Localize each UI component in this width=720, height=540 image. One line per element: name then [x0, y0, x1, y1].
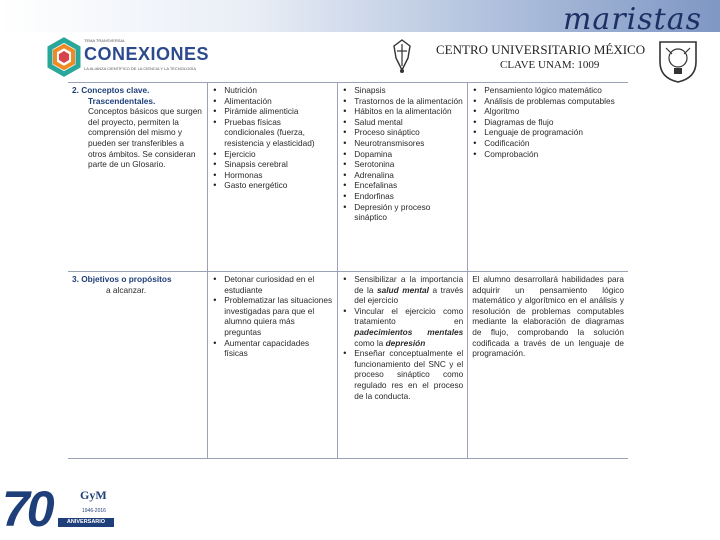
row-label-concepts: 2. Conceptos clave. Trascendentales. Conceptos básicos que surgen del proyecto, permiten la comprensión del mismo y pueden ser transferibles a otros ámbitos. Se consideran parte de un Glosario.: [68, 83, 208, 272]
crest-icon: [388, 38, 416, 74]
list-item: • Detonar curiosidad en el estudiante: [224, 274, 333, 295]
concepts-col-2: [208, 83, 338, 272]
university-name: CENTRO UNIVERSITARIO MÉXICO: [436, 42, 646, 57]
list-item: • Aumentar capacidades físicas: [224, 338, 333, 359]
concepts-col-3: [338, 83, 468, 272]
list-item: • Adrenalina: [354, 170, 463, 181]
table-row: [68, 83, 628, 272]
list-item: • Algoritmo: [484, 106, 624, 117]
concepts-col-4: [468, 83, 628, 272]
university-clave: CLAVE UNAM: 1009: [500, 59, 600, 71]
objectives-col-2: [208, 272, 338, 459]
table-row: [68, 272, 628, 459]
gym-logo: GyM: [80, 488, 107, 502]
list-item: • Gasto energético: [224, 180, 333, 191]
list-item: • Depresión y proceso sináptico: [354, 202, 463, 223]
list-item: • Endorfinas: [354, 191, 463, 202]
list-item: • Dopamina: [354, 149, 463, 160]
anniversary-years: 1946-2016: [82, 508, 106, 514]
list-item: • Comprobación: [484, 149, 624, 160]
conexiones-logo-icon: [44, 36, 84, 80]
list-item: • Alimentación: [224, 96, 333, 107]
list-item: • Trastornos de la alimentación: [354, 96, 463, 107]
list-item: • Sensibilizar a la importancia de la salud mental a través del ejercicio: [354, 274, 463, 306]
list-item: • Salud mental: [354, 117, 463, 128]
list-item: • Hábitos en la alimentación: [354, 106, 463, 117]
list-item: • Vincular el ejercicio como tratamiento en padecimientos mentales como la depresión: [354, 306, 463, 348]
list-item: • Codificación: [484, 138, 624, 149]
list-item: • Sinapsis cerebral: [224, 159, 333, 170]
list-item: • Análisis de problemas computables: [484, 96, 624, 107]
unam-shield-icon: [656, 38, 700, 84]
maristas-logo: maristas: [562, 2, 702, 37]
list-item: • Diagramas de flujo: [484, 117, 624, 128]
list-item: • Serotonina: [354, 159, 463, 170]
objectives-col-4: El alumno desarrollará habilidades para adquirir un pensamiento lógico matemático y algorítmico en el análisis y resolución de problemas computables mediante la elaboración de diagramas de flujo, comprobando la solución codificada a través de un lenguaje de programación.: [468, 272, 628, 459]
list-item: • Neurotransmisores: [354, 138, 463, 149]
conexiones-subtitle: LA ALIANZA CIENTÍFICO DE LA CIENCIA Y LA TECNOLOGÍA: [84, 66, 197, 71]
list-item: • Enseñar conceptualmente el funcionamiento del SNC y el proceso sináptico como regulado res en el proceso de la conducta.: [354, 348, 463, 401]
row-label-objectives: 3. Objetivos o propósitos a alcanzar.: [68, 272, 208, 459]
list-item: • Problematizar las situaciones investigadas para que el alumno quiera más preguntas: [224, 295, 333, 337]
list-item: • Sinapsis: [354, 85, 463, 96]
conexiones-word: CONEXIONES: [84, 44, 210, 64]
list-item: • Pruebas físicas condicionales (fuerza, resistencia y elasticidad): [224, 117, 333, 149]
conexiones-tagline: TEMA TRANSVERSAL: [84, 38, 126, 43]
list-item: • Proceso sináptico: [354, 127, 463, 138]
objectives-col-3: [338, 272, 468, 459]
concept-table: [68, 82, 628, 474]
list-item: • Pensamiento lógico matemático: [484, 85, 624, 96]
list-item: • Lenguaje de programación: [484, 127, 624, 138]
list-item: • Ejercicio: [224, 149, 333, 160]
anniversary-label: ANIVERSARIO: [58, 518, 114, 527]
list-item: • Nutrición: [224, 85, 333, 96]
list-item: • Pirámide alimenticia: [224, 106, 333, 117]
list-item: • Hormonas: [224, 170, 333, 181]
list-item: • Encefalinas: [354, 180, 463, 191]
anniversary-number: 70: [2, 481, 52, 537]
